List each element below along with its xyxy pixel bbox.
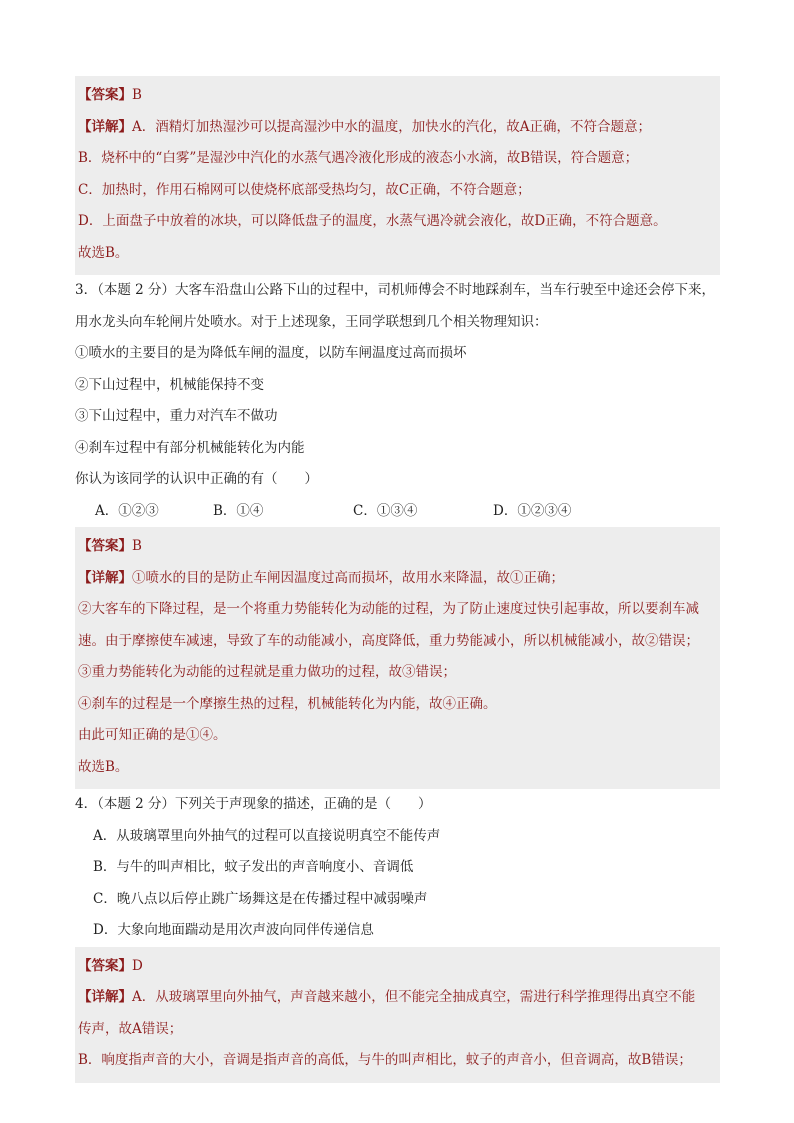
- option-row: [75, 496, 720, 528]
- detail-line: B．烧杯中的“白雾”是湿沙中汽化的水蒸气遇冷液化形成的液态小水滴，故B错误，符合题意；: [78, 150, 639, 166]
- detail-line: D．上面盘子中放着的冰块，可以降低盘子的温度，水蒸气遇冷就会液化，故D正确，不符合题意。: [78, 213, 667, 229]
- question-stem: 用水龙头向车轮闸片处喷水。对于上述现象，王同学联想到几个相关物理知识：: [75, 313, 548, 330]
- option-c: C．①③④: [353, 502, 418, 519]
- answer-value: D: [132, 957, 143, 974]
- option-a: A．从玻璃罩里向外抽气的过程可以直接说明真空不能传声: [93, 827, 441, 844]
- detail-line: C．加热时，作用石棉网可以使烧杯底部受热均匀，故C正确，不符合题意；: [78, 181, 531, 198]
- option-d: D．大象向地面踹动是用次声波向同伴传递信息: [93, 922, 374, 938]
- answer-block-q4: [75, 947, 720, 1083]
- option-d: D．①②③④: [493, 502, 572, 519]
- statement: ④刹车过程中有部分机械能转化为内能: [75, 439, 305, 456]
- detail-line: ③重力势能转化为动能的过程就是重力做功的过程，故③错误；: [78, 664, 456, 680]
- answer-value: B: [132, 87, 142, 103]
- detail-line: B．响度指声音的大小，音调是指声音的高低，与牛的叫声相比，蚊子的声音小，但音调高，故B错误；: [78, 1052, 692, 1068]
- detail-text: A．从玻璃罩里向外抽气，声音越来越小，但不能完全抽成真空，需进行科学推理得出真空不能: [132, 989, 696, 1005]
- question-prompt: 你认为该同学的认识中正确的有（ ）: [75, 471, 318, 487]
- answer-line: [78, 80, 717, 112]
- detail-line: ④刹车的过程是一个摩擦生热的过程，机械能转化为内能，故④正确。: [78, 695, 497, 712]
- detail-text: ①喷水的目的是防止车闸因温度过高而损坏，故用水来降温，故①正确；: [132, 569, 564, 586]
- answer-block-q3: [75, 527, 720, 789]
- option-a: A．①②③: [95, 502, 159, 519]
- option-b: B．①④: [213, 502, 264, 519]
- option-b: B．与牛的叫声相比，蚊子发出的声音响度小、音调低: [93, 859, 414, 875]
- detail-tag: 【详解】: [78, 989, 132, 1005]
- answer-tag: 【答案】: [78, 957, 132, 974]
- answer-line: [78, 531, 717, 563]
- statement: ①喷水的主要目的是为降低车闸的温度，以防车闸温度过高而损坏: [75, 345, 467, 361]
- detail-tag: 【详解】: [78, 569, 132, 586]
- question-4: [75, 789, 720, 947]
- answer-tag: 【答案】: [78, 87, 132, 103]
- answer-line: [78, 951, 717, 983]
- question-stem: 3．（本题 2 分）大客车沿盘山公路下山的过程中，司机师傅会不时地踩刹车，当车行驶至中途还会停下来，: [75, 282, 716, 298]
- statement: ②下山过程中，机械能保持不变: [75, 376, 264, 393]
- detail-line: 由此可知正确的是①④。: [78, 727, 227, 743]
- answer-block-q2: [75, 76, 720, 275]
- conclusion-line: 故选B。: [78, 244, 129, 261]
- detail-line: [78, 112, 717, 144]
- detail-text: A．酒精灯加热湿沙可以提高湿沙中水的温度，加快水的汽化，故A正确，不符合题意；: [132, 118, 651, 135]
- detail-line: 传声，故A错误；: [78, 1020, 183, 1037]
- question-3: [75, 275, 720, 527]
- question-stem: 4．（本题 2 分）下列关于声现象的描述，正确的是（ ）: [75, 796, 432, 812]
- detail-line: ②大客车的下降过程，是一个将重力势能转化为动能的过程，为了防止速度过快引起事故，所以要刹车减: [78, 601, 699, 617]
- statement: ③下山过程中，重力对汽车不做功: [75, 408, 278, 424]
- option-c: C．晚八点以后停止跳广场舞这是在传播过程中减弱噪声: [93, 890, 428, 907]
- answer-value: B: [132, 538, 142, 554]
- detail-line: [78, 563, 717, 595]
- detail-tag: 【详解】: [78, 118, 132, 135]
- content-column: [75, 76, 720, 1083]
- detail-line: [78, 982, 717, 1014]
- detail-line: 速。由于摩擦使车减速，导致了车的动能减小，高度降低，重力势能减小，所以机械能减小，故②错误；: [78, 632, 699, 649]
- answer-tag: 【答案】: [78, 538, 132, 554]
- conclusion-line: 故选B。: [78, 758, 129, 775]
